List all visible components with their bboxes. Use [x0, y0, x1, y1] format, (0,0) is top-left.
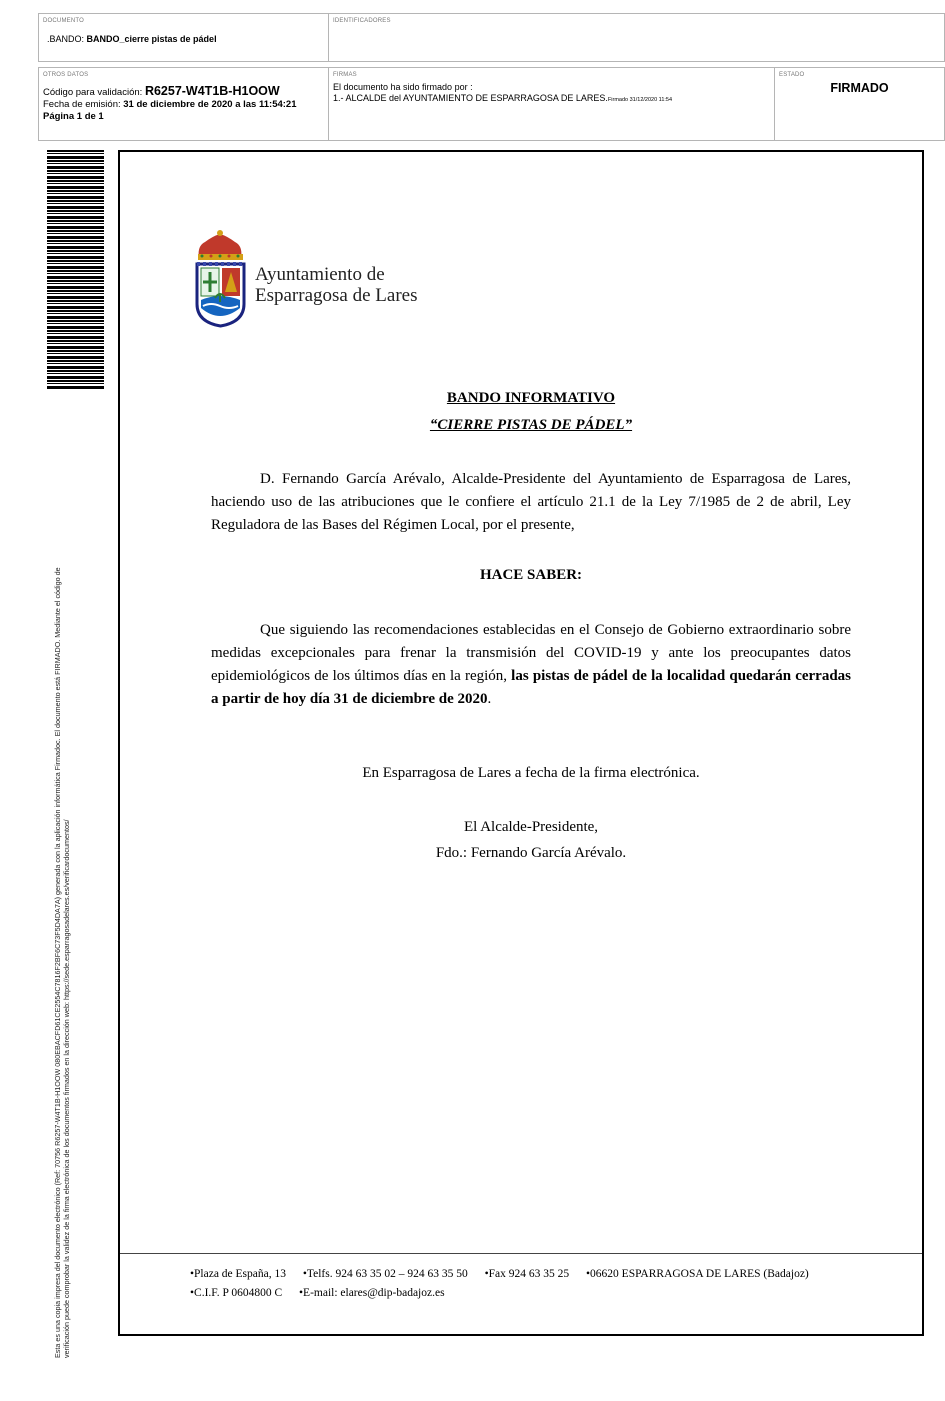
otros-datos-cell	[39, 68, 328, 140]
bando-subtitle: “CIERRE PISTAS DE PÁDEL”	[429, 417, 633, 433]
firmas-label: FIRMAS	[333, 72, 357, 78]
signer-title: El Alcalde-Presidente,	[463, 819, 599, 835]
announcement-text: Que siguiendo las recomendaciones establecidas en el Consejo de Gobierno extraordinario sobre medidas excepcionales para frenar la transmisión del COVID-19 y ante los preocupantes datos epidemiológicos de los últimos días en la región,	[211, 622, 851, 684]
bando-title: BANDO INFORMATIVO	[446, 390, 616, 406]
documento-name: BANDO_cierre pistas de pádel	[86, 34, 217, 44]
estado-label: ESTADO	[779, 72, 805, 78]
firmas-cell	[328, 68, 774, 140]
fecha-value: 31 de diciembre de 2020 a las 11:54:21	[123, 99, 297, 110]
announcement-bold-text: las pistas de pádel de la localidad quedarán cerradas a partir de hoy día 31 de diciembre de 2020	[211, 668, 851, 707]
footer-fax: •Fax 924 63 35 25	[484, 1268, 570, 1280]
firmas-line1: El documento ha sido firmado por :	[333, 82, 473, 92]
signer-name: Fdo.: Fernando García Arévalo.	[435, 845, 627, 861]
documento-prefix: .BANDO:	[47, 34, 87, 44]
estado-value: FIRMADO	[830, 81, 889, 95]
footer-line2	[190, 1287, 459, 1299]
fecha-emision	[43, 99, 297, 111]
codigo-value: R6257-W4T1B-H1OOW	[144, 84, 280, 98]
hace-saber-heading: HACE SABER:	[479, 567, 583, 583]
footer-phones: •Telfs. 924 63 35 02 – 924 63 35 50	[302, 1268, 468, 1280]
header-row-meta	[38, 67, 945, 141]
identificadores-cell	[328, 14, 944, 61]
firmas-signer: 1.- ALCALDE del AYUNTAMIENTO DE ESPARRAGOSA DE LARES.	[333, 93, 608, 103]
documento-cell	[39, 14, 328, 61]
footer-city: •06620 ESPARRAGOSA DE LARES (Badajoz)	[586, 1268, 809, 1280]
header-row-document	[38, 13, 945, 62]
coat-of-arms-logo	[193, 228, 248, 328]
org-name-line1: Ayuntamiento de	[255, 264, 385, 285]
pagina: Página 1 de 1	[43, 111, 104, 122]
firmas-date: Firmado 31/12/2020 11:54	[607, 97, 673, 103]
codigo-validacion	[43, 85, 297, 99]
documento-label: DOCUMENTO	[43, 18, 85, 24]
footer-address: •Plaza de España, 13	[190, 1268, 286, 1280]
closing-line: En Esparragosa de Lares a fecha de la firma electrónica.	[362, 765, 700, 781]
codigo-label: Código para validación:	[43, 87, 145, 98]
barcode	[47, 150, 104, 390]
verification-side-text	[53, 428, 71, 1358]
footer-line1	[190, 1268, 823, 1280]
announcement-paragraph	[211, 619, 851, 711]
side-text-line1: Esta es una copia impresa del documento electrónico (Ref: 70756 R6257-W4T1B-H1OOW 080EBACFD61CE2554C7816F2BF6C73F5D4DA7A) generada con la aplicación informática Firmadoc. El documento está FIRMADO. Mediante el código de	[53, 567, 62, 1358]
documento-value	[47, 34, 217, 45]
otros-datos-label: OTROS DATOS	[43, 72, 89, 78]
announcement-end: .	[487, 691, 492, 707]
identificadores-label: IDENTIFICADORES	[333, 18, 391, 24]
footer-cif: •C.I.F. P 0604800 C	[190, 1287, 283, 1299]
footer-divider	[120, 1253, 922, 1254]
intro-text: D. Fernando García Arévalo, Alcalde-Presidente del Ayuntamiento de Esparragosa de Lares, haciendo uso de las atribuciones que le confiere el artículo 21.1 de la Ley 7/1985 de 2 de abril, Ley Reguladora de las Bases del Régimen Local, por el presente,	[211, 471, 851, 533]
side-text-line2: verificación puede comprobar la validez de la firma electrónica de los documentos firmados en la dirección web: https://sede.esparragosadelares.es/verificardocumentos/	[62, 819, 71, 1358]
org-name-line2: Esparragosa de Lares	[255, 285, 418, 306]
footer-email: •E-mail: elares@dip-badajoz.es	[299, 1287, 445, 1299]
intro-paragraph	[211, 468, 851, 537]
fecha-label: Fecha de emisión:	[43, 99, 124, 110]
estado-cell	[774, 68, 944, 140]
firmas-line2	[333, 93, 672, 106]
